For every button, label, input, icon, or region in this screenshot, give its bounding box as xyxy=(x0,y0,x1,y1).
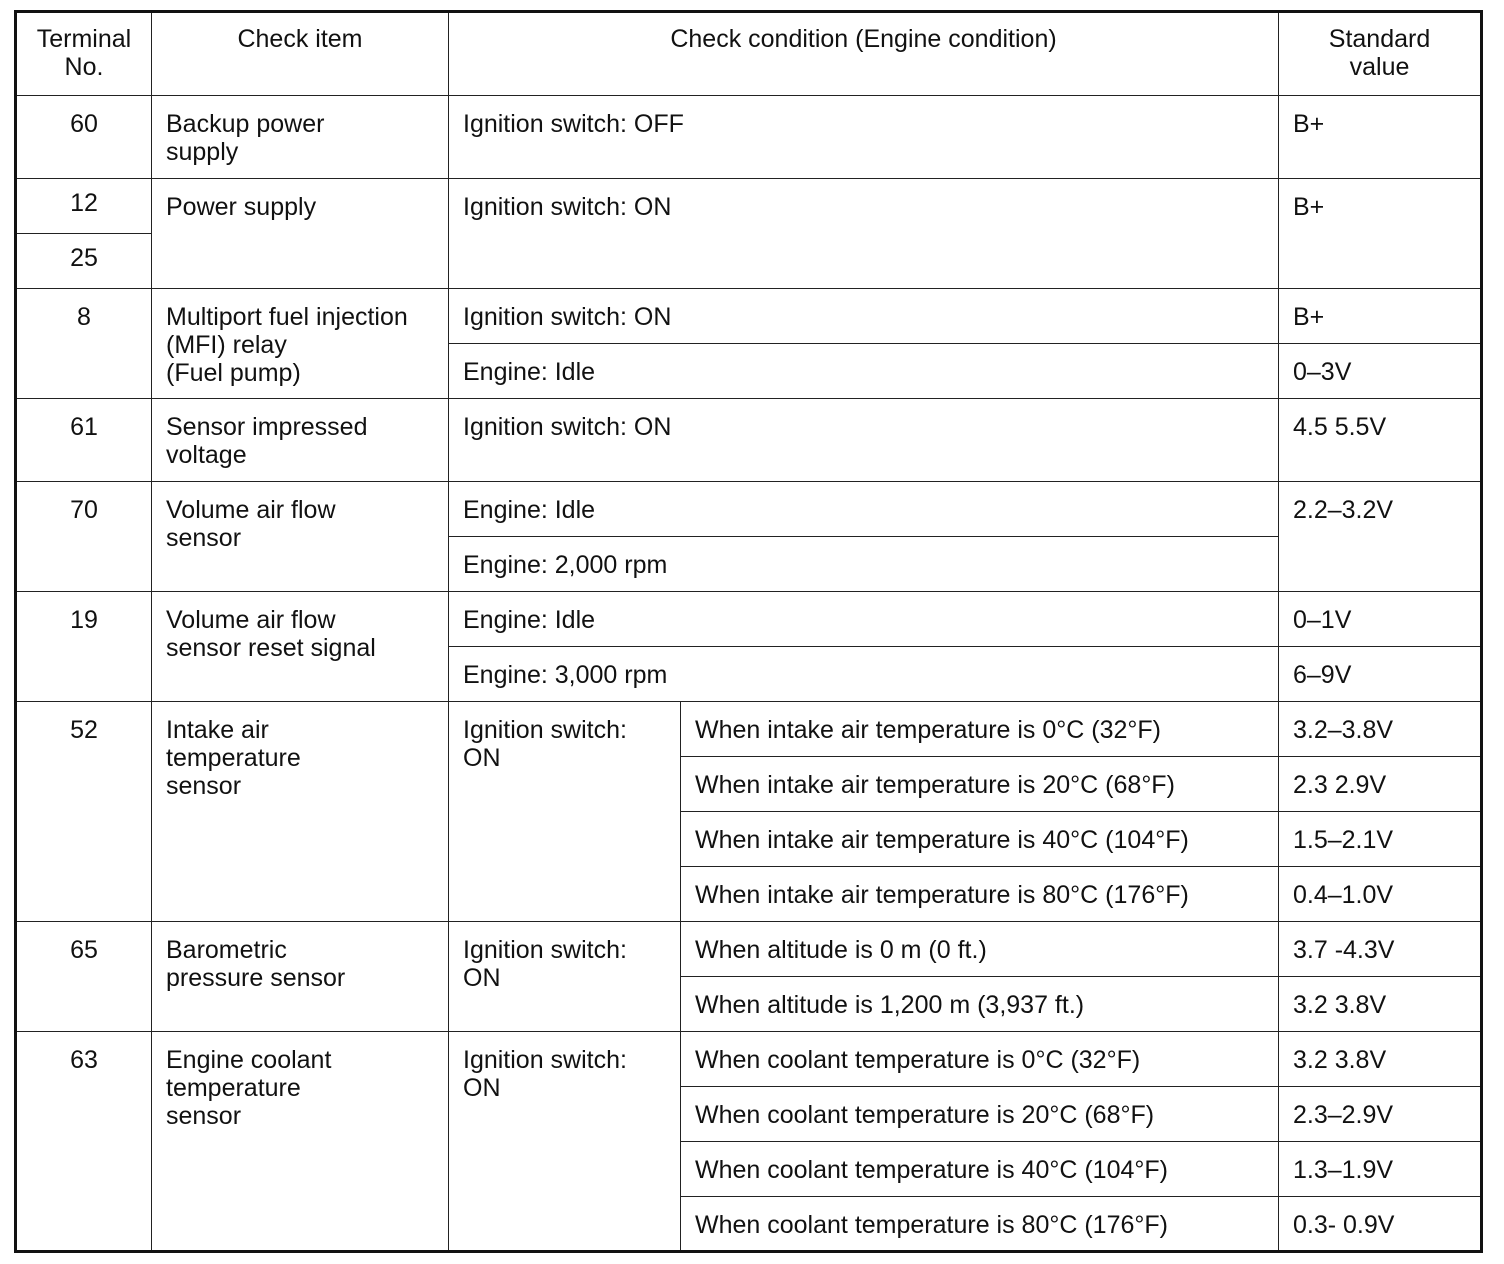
standard-value: 0.4–1.0V xyxy=(1279,867,1482,922)
table-row xyxy=(16,399,1482,482)
standard-value: B+ xyxy=(1279,289,1482,344)
table-row xyxy=(16,922,1482,977)
sub-condition: When intake air temperature is 40°C (104°F) xyxy=(681,812,1279,867)
check-item: Multiport fuel injection (MFI) relay (Fuel pump) xyxy=(152,289,449,399)
terminal-no: 61 xyxy=(16,399,152,482)
standard-value: B+ xyxy=(1279,96,1482,179)
sub-condition: When altitude is 0 m (0 ft.) xyxy=(681,922,1279,977)
standard-value: 1.5–2.1V xyxy=(1279,812,1482,867)
check-condition: Engine: 3,000 rpm xyxy=(449,647,1279,702)
check-condition: Ignition switch: ON xyxy=(449,179,1279,289)
standard-value: 4.5 5.5V xyxy=(1279,399,1482,482)
check-item: Sensor impressed voltage xyxy=(152,399,449,482)
table-row xyxy=(16,96,1482,179)
table-row xyxy=(16,289,1482,344)
standard-value: 3.2–3.8V xyxy=(1279,702,1482,757)
standard-value: 3.7 -4.3V xyxy=(1279,922,1482,977)
header-standard-value: Standard value xyxy=(1279,12,1482,96)
terminal-no: 19 xyxy=(16,592,152,702)
standard-value: 0–3V xyxy=(1279,344,1482,399)
sub-condition: When altitude is 1,200 m (3,937 ft.) xyxy=(681,977,1279,1032)
standard-value: 2.2–3.2V xyxy=(1279,482,1482,592)
standard-value: 0.3- 0.9V xyxy=(1279,1197,1482,1252)
terminal-no: 12 xyxy=(16,179,152,234)
table-row xyxy=(16,592,1482,647)
sub-condition: When coolant temperature is 80°C (176°F) xyxy=(681,1197,1279,1252)
sub-condition: When coolant temperature is 0°C (32°F) xyxy=(681,1032,1279,1087)
check-condition: Engine: Idle xyxy=(449,592,1279,647)
check-item: Barometric pressure sensor xyxy=(152,922,449,1032)
sub-condition: When intake air temperature is 20°C (68°F) xyxy=(681,757,1279,812)
standard-value: 6–9V xyxy=(1279,647,1482,702)
table-row xyxy=(16,482,1482,537)
standard-value: 2.3–2.9V xyxy=(1279,1087,1482,1142)
check-condition: Ignition switch: ON xyxy=(449,399,1279,482)
check-condition: Engine: Idle xyxy=(449,344,1279,399)
terminal-no: 25 xyxy=(16,234,152,289)
check-item: Engine coolant temperature sensor xyxy=(152,1032,449,1252)
sub-condition: When intake air temperature is 80°C (176°F) xyxy=(681,867,1279,922)
check-condition: Engine: Idle xyxy=(449,482,1279,537)
standard-value: 0–1V xyxy=(1279,592,1482,647)
standard-value: 1.3–1.9V xyxy=(1279,1142,1482,1197)
header-row xyxy=(16,12,1482,96)
header-terminal: Terminal No. xyxy=(16,12,152,96)
check-item: Backup power supply xyxy=(152,96,449,179)
terminal-no: 70 xyxy=(16,482,152,592)
header-check-condition: Check condition (Engine condition) xyxy=(449,12,1279,96)
check-condition: Ignition switch: ON xyxy=(449,922,681,1032)
inspection-table xyxy=(14,10,1483,1253)
table-row xyxy=(16,179,1482,234)
terminal-no: 52 xyxy=(16,702,152,922)
terminal-no: 65 xyxy=(16,922,152,1032)
table-row xyxy=(16,702,1482,757)
standard-value: 3.2 3.8V xyxy=(1279,977,1482,1032)
check-condition: Engine: 2,000 rpm xyxy=(449,537,1279,592)
standard-value: 3.2 3.8V xyxy=(1279,1032,1482,1087)
check-condition: Ignition switch: ON xyxy=(449,1032,681,1252)
check-item: Volume air flow sensor reset signal xyxy=(152,592,449,702)
sub-condition: When intake air temperature is 0°C (32°F) xyxy=(681,702,1279,757)
sub-condition: When coolant temperature is 40°C (104°F) xyxy=(681,1142,1279,1197)
check-condition: Ignition switch: OFF xyxy=(449,96,1279,179)
standard-value: 2.3 2.9V xyxy=(1279,757,1482,812)
check-item: Intake air temperature sensor xyxy=(152,702,449,922)
terminal-no: 60 xyxy=(16,96,152,179)
sub-condition: When coolant temperature is 20°C (68°F) xyxy=(681,1087,1279,1142)
check-item: Power supply xyxy=(152,179,449,289)
standard-value: B+ xyxy=(1279,179,1482,289)
terminal-no: 8 xyxy=(16,289,152,399)
terminal-no: 63 xyxy=(16,1032,152,1252)
table-row xyxy=(16,1032,1482,1087)
check-condition: Ignition switch: ON xyxy=(449,289,1279,344)
check-condition: Ignition switch: ON xyxy=(449,702,681,922)
header-check-item: Check item xyxy=(152,12,449,96)
check-item: Volume air flow sensor xyxy=(152,482,449,592)
